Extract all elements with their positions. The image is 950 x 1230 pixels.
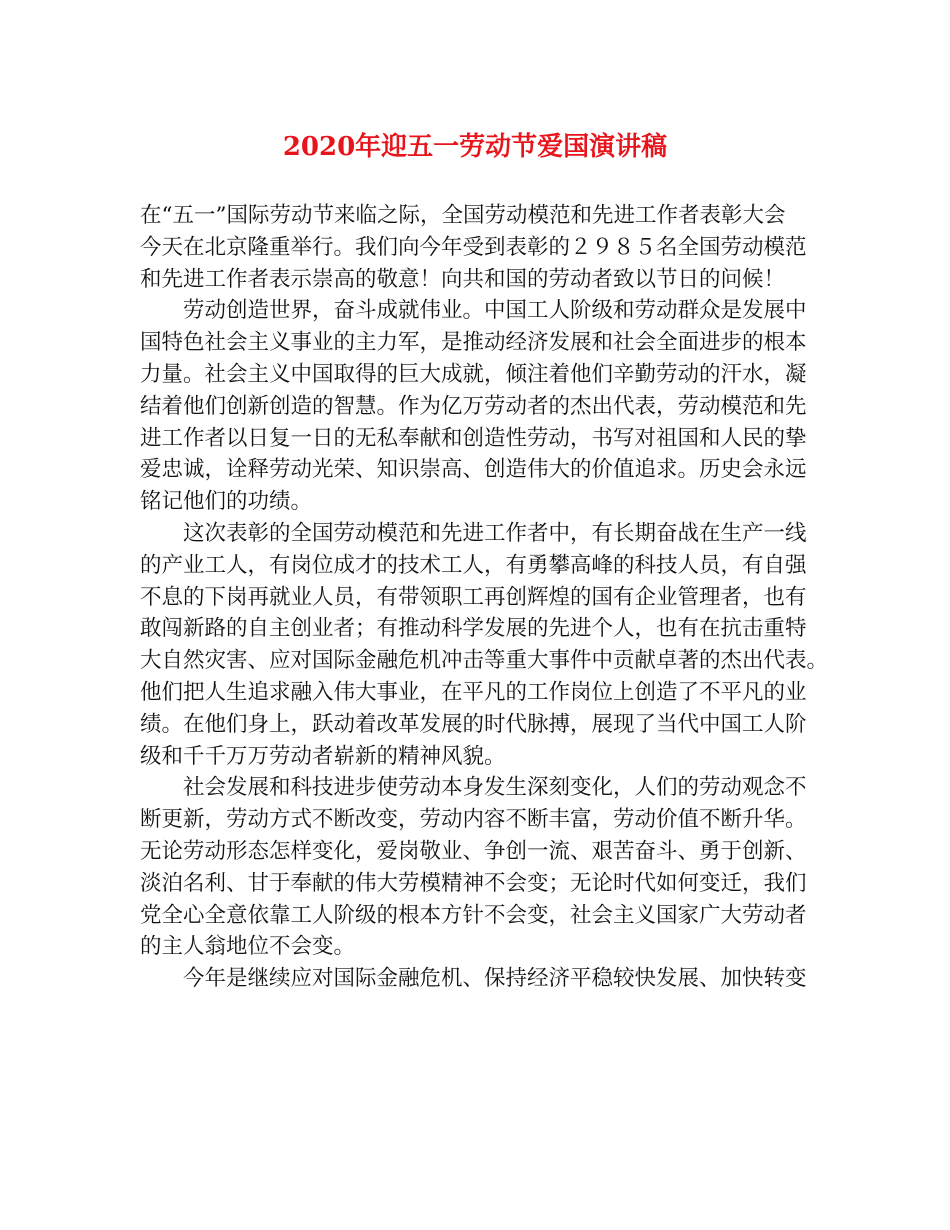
text-line: 断更新，劳动方式不断改变，劳动内容不断丰富，劳动价值不断升华。 xyxy=(140,807,807,833)
text-line: 级和千千万万劳动者崭新的精神风貌。 xyxy=(140,743,506,769)
text-line: 他们把人生追求融入伟大事业，在平凡的工作岗位上创造了不平凡的业 xyxy=(140,679,807,705)
text-line: 在“五一”国际劳动节来临之际，全国劳动模范和先进工作者表彰大会 xyxy=(140,203,786,228)
text-line: 大自然灾害、应对国际金融危机冲击等重大事件中贡献卓著的杰出代表。 xyxy=(140,648,829,674)
text-line: 和先进工作者表示崇高的敬意！向共和国的劳动者致以节日的问候！ xyxy=(140,266,786,292)
text-line: 敢闯新路的自主创业者；有推动科学发展的先进个人，也有在抗击重特 xyxy=(140,616,807,642)
text-line: 绩。在他们身上，跃动着改革发展的时代脉搏，展现了当代中国工人阶 xyxy=(140,711,807,737)
text-line: 铭记他们的功绩。 xyxy=(140,489,313,515)
text-line: 不息的下岗再就业人员，有带领职工再创辉煌的国有企业管理者，也有 xyxy=(140,584,807,610)
document-body xyxy=(140,200,830,995)
text-line: 党全心全意依靠工人阶级的根本方针不会变，社会主义国家广大劳动者 xyxy=(140,902,807,928)
text-line: 今天在北京隆重举行。我们向今年受到表彰的２９８５名全国劳动模范 xyxy=(140,234,807,260)
text-line: 力量。社会主义中国取得的巨大成就，倾注着他们辛勤劳动的汗水，凝 xyxy=(140,361,807,387)
text-line: 进工作者以日复一日的无私奉献和创造性劳动，书写对祖国和人民的挚 xyxy=(140,425,807,451)
document-title: 2020年迎五一劳动节爱国演讲稿 xyxy=(282,132,668,162)
text-line: 社会发展和科技进步使劳动本身发生深刻变化，人们的劳动观念不 xyxy=(140,775,807,801)
text-line: 结着他们创新创造的智慧。作为亿万劳动者的杰出代表，劳动模范和先 xyxy=(140,393,807,419)
text-line: 无论劳动形态怎样变化，爱岗敬业、争创一流、艰苦奋斗、勇于创新、 xyxy=(140,838,807,864)
text-line: 劳动创造世界，奋斗成就伟业。中国工人阶级和劳动群众是发展中 xyxy=(140,298,807,324)
text-line: 这次表彰的全国劳动模范和先进工作者中，有长期奋战在生产一线 xyxy=(140,520,807,546)
text-line: 的主人翁地位不会变。 xyxy=(140,934,356,960)
text-line: 爱忠诚，诠释劳动光荣、知识崇高、创造伟大的价值追求。历史会永远 xyxy=(140,457,807,483)
text-line: 今年是继续应对国际金融危机、保持经济平稳较快发展、加快转变 xyxy=(140,966,807,992)
text-line: 淡泊名利、甘于奉献的伟大劳模精神不会变；无论时代如何变迁，我们 xyxy=(140,870,807,896)
text-line: 的产业工人，有岗位成才的技术工人，有勇攀高峰的科技人员，有自强 xyxy=(140,552,807,578)
text-line: 国特色社会主义事业的主力军，是推动经济发展和社会全面进步的根本 xyxy=(140,330,807,356)
